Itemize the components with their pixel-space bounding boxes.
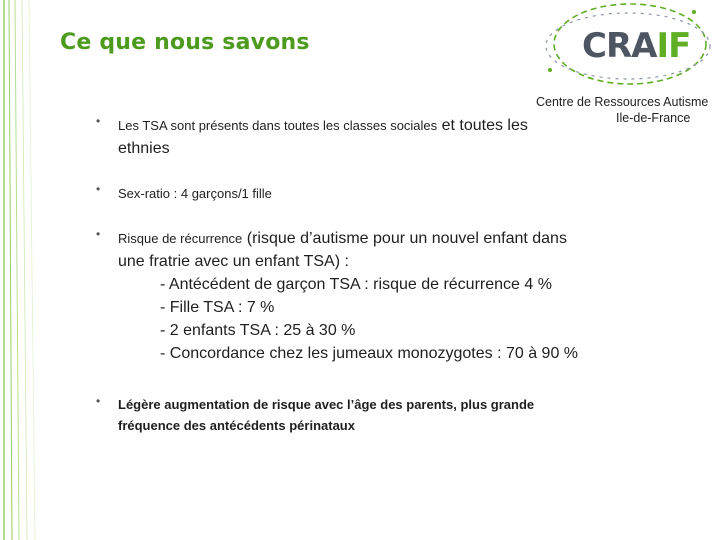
bullet-text: Légère augmentation de risque avec l’âge des parents, plus grande	[118, 397, 535, 412]
bullet-sex-ratio	[96, 182, 708, 205]
bullet-parental-age	[96, 394, 708, 436]
bullet-text-large: et toutes les	[437, 117, 528, 134]
craif-logo	[530, 0, 720, 130]
sub-item-boy-history: - Antécédent de garçon TSA : risque de récurrence 4 %	[160, 276, 552, 293]
bullet-social-classes	[96, 114, 708, 160]
bullet-text-continued: ethnies	[118, 140, 170, 157]
bullet-text: Les TSA sont présents dans toutes les classes sociales	[118, 118, 438, 133]
bullet-recurrence-risk	[96, 227, 708, 365]
sub-item-two-children: - 2 enfants TSA : 25 à 30 %	[160, 322, 356, 339]
logo-wordmark: CRAIF	[582, 26, 691, 66]
bullet-lead-text: Risque de récurrence	[118, 231, 243, 246]
bullet-text: Sex-ratio : 4 garçons/1 fille	[118, 186, 272, 201]
logo-tagline-line1: Centre de Ressources Autisme	[536, 95, 709, 109]
bullet-marker: •	[96, 227, 101, 241]
bullet-marker: •	[96, 394, 101, 408]
bullet-marker: •	[96, 114, 101, 128]
sub-item-girl: - Fille TSA : 7 %	[160, 299, 275, 316]
bullet-text-continued: une fratrie avec un enfant TSA) :	[118, 253, 349, 270]
bullet-text: (risque d’autisme pour un nouvel enfant dans	[242, 230, 567, 247]
bullet-text-continued: fréquence des antécédents périnataux	[118, 418, 355, 433]
slide-title: Ce que nous savons	[60, 30, 310, 55]
bullet-marker: •	[96, 182, 101, 196]
decorative-side-stripes	[0, 0, 40, 540]
logo-tagline-line2: Ile-de-France	[616, 111, 691, 125]
sub-item-twins: - Concordance chez les jumeaux monozygotes : 70 à 90 %	[160, 345, 579, 362]
